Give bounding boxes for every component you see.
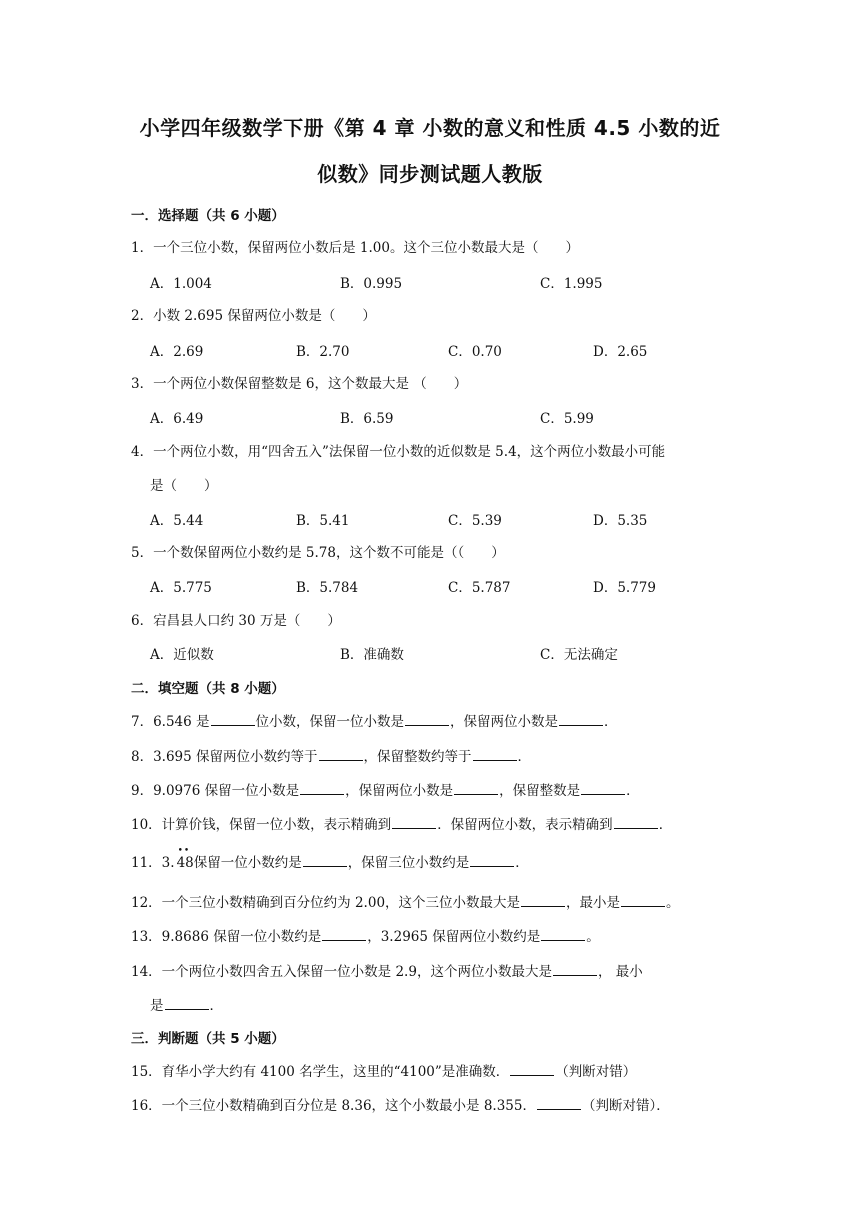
q7-text-2: 位小数，保留一位小数是 xyxy=(255,714,405,730)
question-14-line-1 xyxy=(131,960,643,980)
section-heading-fill: 二．填空题（共 8 小题） xyxy=(131,681,285,697)
q11-text-1: 保留一位小数约是 xyxy=(193,855,302,871)
q5-option-b: B．5.784 xyxy=(296,580,359,596)
q13-text-3: 。 xyxy=(586,929,600,945)
question-10 xyxy=(131,813,672,833)
answer-blank[interactable] xyxy=(211,713,255,726)
question-11 xyxy=(131,846,529,871)
question-9 xyxy=(131,779,640,799)
question-7 xyxy=(131,710,618,730)
q7-text-4: ． xyxy=(604,714,618,730)
q8-text-3: ． xyxy=(517,749,532,765)
answer-blank[interactable] xyxy=(470,854,514,867)
question-16 xyxy=(131,1094,670,1114)
question-4-line-2: 是（ ） xyxy=(150,478,218,494)
q2-option-a: A．2.69 xyxy=(150,344,204,360)
q16-text-1: 16．一个三位小数精确到百分位是 8.36，这个小数最小是 8.355． xyxy=(131,1098,536,1114)
q2-option-b: B．2.70 xyxy=(296,344,350,360)
answer-blank[interactable] xyxy=(319,748,363,761)
q13-text-2: ，3.2965 保留两位小数约是 xyxy=(367,929,541,945)
question-3: 3．一个两位小数保留整数是 6，这个数最大是 （ ） xyxy=(131,376,468,392)
q14-text-4: ． xyxy=(209,998,223,1014)
q1-option-c: C．1.995 xyxy=(540,276,603,292)
answer-blank[interactable] xyxy=(322,928,366,941)
q10-text-3: ． xyxy=(658,817,673,833)
q3-option-a: A．6.49 xyxy=(150,411,204,427)
section-heading-choice: 一．选择题（共 6 小题） xyxy=(131,208,285,224)
q8-text-1: 8．3.695 保留两位小数约等于 xyxy=(131,749,318,765)
question-5: 5．一个数保留两位小数约是 5.78，这个数不可能是（（ ） xyxy=(131,545,505,561)
answer-blank[interactable] xyxy=(405,713,449,726)
q14-text-3: 是 xyxy=(150,998,164,1014)
q4-option-a: A．5.44 xyxy=(150,513,204,529)
q9-text-1: 9．9.0976 保留一位小数是 xyxy=(131,783,300,799)
answer-blank[interactable] xyxy=(300,782,344,795)
answer-blank[interactable] xyxy=(473,748,517,761)
q12-text-3: 。 xyxy=(666,895,680,911)
q15-text-2: （判断对错） xyxy=(555,1064,637,1080)
answer-blank[interactable] xyxy=(454,782,498,795)
q7-text-1: 7．6.546 是 xyxy=(131,714,210,730)
q12-text-2: ，最小是 xyxy=(566,895,621,911)
q10-text-2: ．保留两位小数，表示精确到 xyxy=(437,817,613,833)
title-line-1: 小学四年级数学下册《第 4 章 小数的意义和性质 4.5 小数的近 xyxy=(139,116,721,140)
question-8 xyxy=(131,745,531,765)
q6-option-c: C．无法确定 xyxy=(540,647,618,663)
q4-option-c: C．5.39 xyxy=(448,513,502,529)
question-13 xyxy=(131,925,600,945)
q6-option-b: B．准确数 xyxy=(340,647,404,663)
answer-blank[interactable] xyxy=(559,713,603,726)
q11-text-3: ． xyxy=(515,855,529,871)
title-line-2: 似数》同步测试题人教版 xyxy=(317,162,543,186)
q3-option-c: C．5.99 xyxy=(540,411,594,427)
answer-blank[interactable] xyxy=(537,1097,581,1110)
q4-option-b: B．5.41 xyxy=(296,513,350,529)
q2-option-c: C．0.70 xyxy=(448,344,502,360)
repeating-decimal xyxy=(176,846,194,871)
answer-blank[interactable] xyxy=(392,816,436,829)
answer-blank[interactable] xyxy=(510,1063,554,1076)
q14-text-2: ， 最小 xyxy=(597,964,643,980)
q10-text-1: 10．计算价钱，保留一位小数，表示精确到 xyxy=(131,817,392,833)
q2-option-d: D．2.65 xyxy=(593,344,648,360)
answer-blank[interactable] xyxy=(621,894,665,907)
repeat-dots: •• xyxy=(177,846,191,856)
q13-text-1: 13．9.8686 保留一位小数约是 xyxy=(131,929,322,945)
q5-option-c: C．5.787 xyxy=(448,580,511,596)
q5-option-d: D．5.779 xyxy=(593,580,656,596)
q16-text-2: （判断对错）． xyxy=(581,1098,670,1114)
question-15 xyxy=(131,1060,636,1080)
q15-text-1: 15．育华小学大约有 4100 名学生，这里的“4100”是准确数． xyxy=(131,1064,510,1080)
q9-text-3: ，保留整数是 xyxy=(499,783,581,799)
answer-blank[interactable] xyxy=(581,782,625,795)
question-14-line-2 xyxy=(150,994,223,1014)
q12-text-1: 12．一个三位小数精确到百分位约为 2.00，这个三位小数最大是 xyxy=(131,895,521,911)
q5-option-a: A．5.775 xyxy=(150,580,212,596)
answer-blank[interactable] xyxy=(165,997,209,1010)
q1-option-a: A．1.004 xyxy=(150,276,212,292)
q8-text-2: ，保留整数约等于 xyxy=(363,749,472,765)
q11-text-2: ，保留三位小数约是 xyxy=(347,855,470,871)
q3-option-b: B．6.59 xyxy=(340,411,394,427)
answer-blank[interactable] xyxy=(553,963,597,976)
q1-option-b: B．0.995 xyxy=(340,276,403,292)
q14-text-1: 14．一个两位小数四舍五入保留一位小数是 2.9，这个两位小数最大是 xyxy=(131,964,552,980)
q4-option-d: D．5.35 xyxy=(593,513,648,529)
question-12 xyxy=(131,891,680,911)
answer-blank[interactable] xyxy=(521,894,565,907)
answer-blank[interactable] xyxy=(303,854,347,867)
answer-blank[interactable] xyxy=(541,928,585,941)
q9-text-4: ． xyxy=(626,783,640,799)
q9-text-2: ，保留两位小数是 xyxy=(345,783,454,799)
q11-prefix: 11．3. xyxy=(131,855,175,871)
question-4-line-1: 4．一个两位小数，用“四舍五入”法保留一位小数的近似数是 5.4，这个两位小数最小可能 xyxy=(131,444,666,460)
question-6: 6．宕昌县人口约 30 万是（ ） xyxy=(131,613,341,629)
q6-option-a: A．近似数 xyxy=(150,647,214,663)
q7-text-3: ，保留两位小数是 xyxy=(450,714,559,730)
section-heading-judge: 三．判断题（共 5 小题） xyxy=(131,1031,285,1047)
repeat-digits: 48 xyxy=(176,855,194,871)
question-1: 1．一个三位小数，保留两位小数后是 1.00。这个三位小数最大是（ ） xyxy=(131,240,579,256)
question-2: 2．小数 2.695 保留两位小数是（ ） xyxy=(131,308,376,324)
answer-blank[interactable] xyxy=(614,816,658,829)
